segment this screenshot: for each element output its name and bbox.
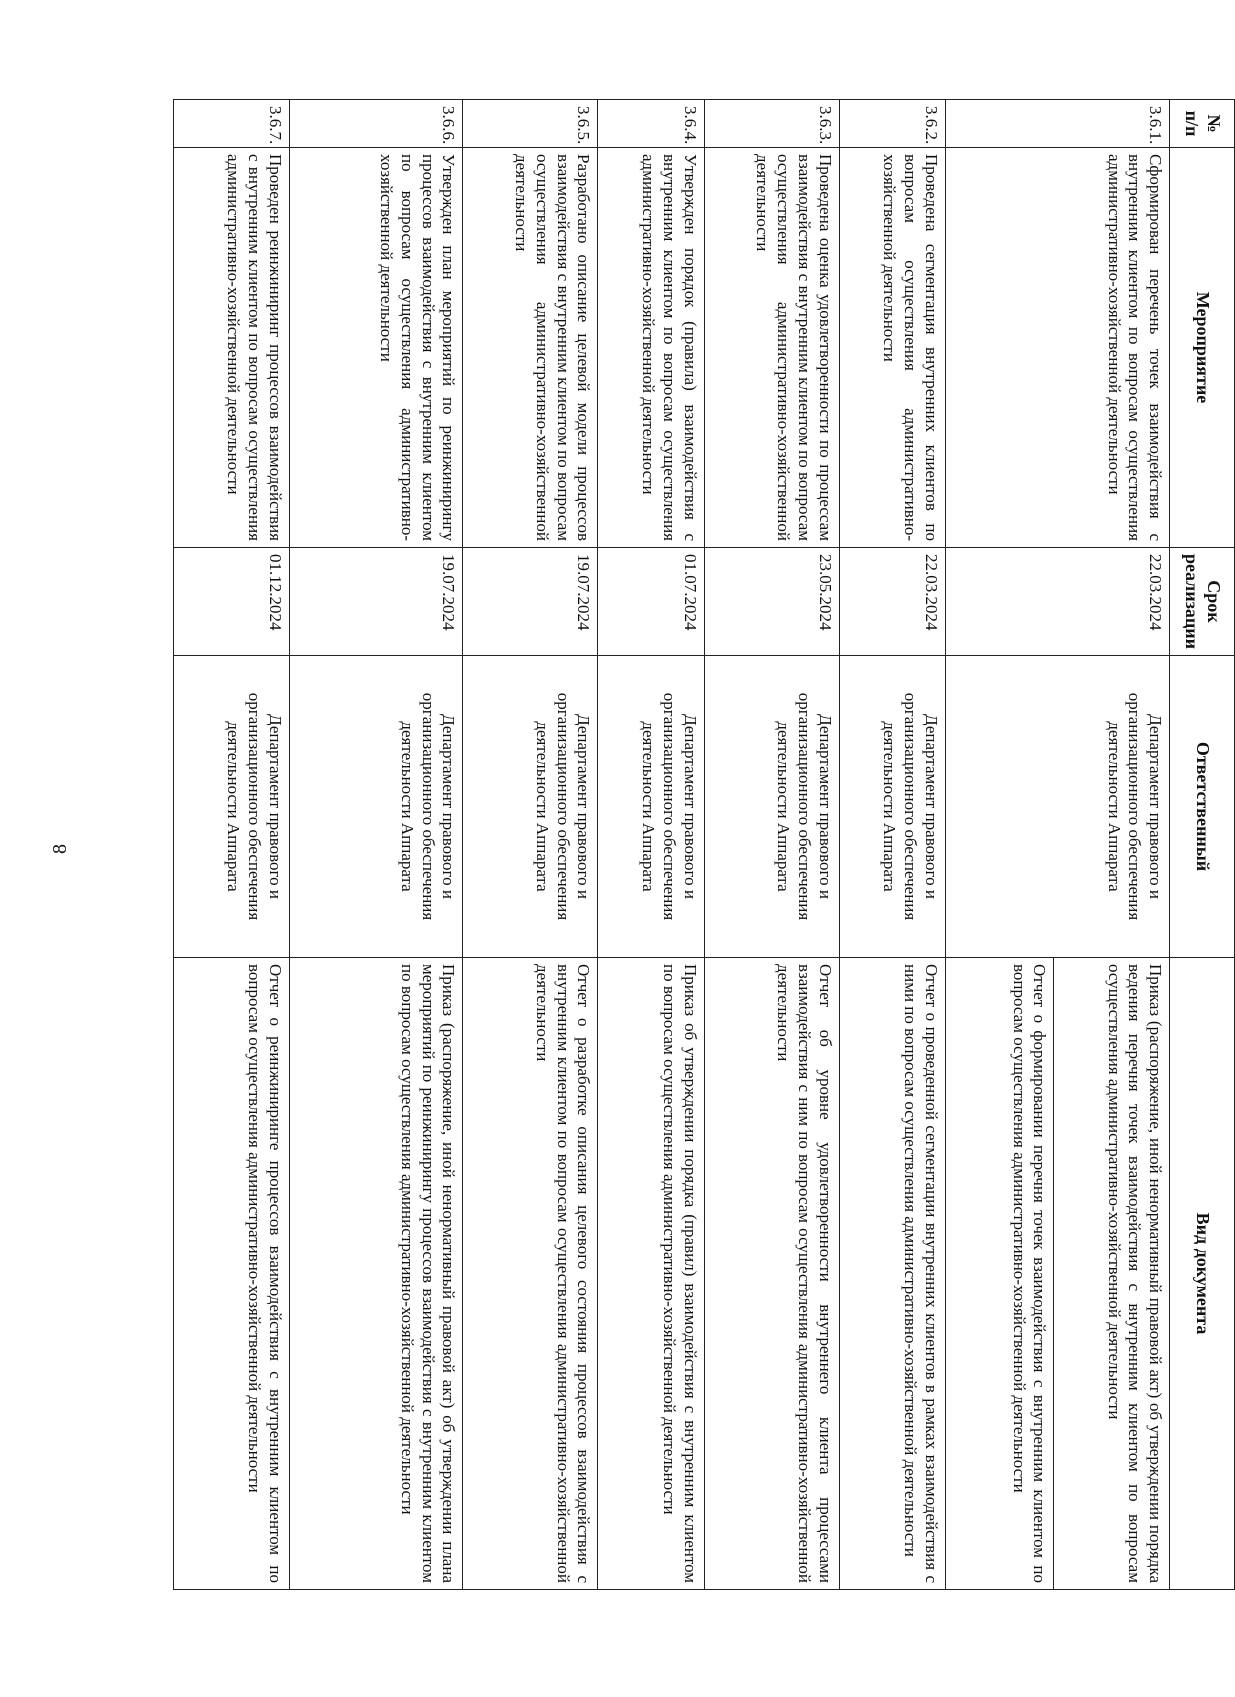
row-event: Утвержден порядок (правила) взаимодействия с внутренним клиентом по вопросам осуществления административно-хозяйственной деятельности <box>598 148 704 548</box>
row-number: 3.6.7. <box>174 100 290 148</box>
row-responsible: Департамент правового и организационного обеспечения деятельности Аппарата <box>704 656 839 958</box>
row-document: Приказ (распоряжение, иной ненормативный правовой акт) об утверждении плана мероприятий по реинжинирингу процессов взаимодействия с внутренним клиентом по вопросам осуществления административно-хозяйственной деятельности <box>289 958 463 1590</box>
header-num: № п/п <box>1170 100 1235 148</box>
header-date: Срок реализации <box>1170 548 1235 656</box>
table-container <box>173 99 1235 1589</box>
header-document: Вид документа <box>1170 958 1235 1590</box>
row-date: 23.05.2024 <box>704 548 839 656</box>
row-document: Приказ об утверждении порядка (правил) взаимодействия с внутренним клиентом по вопросам осуществления административно-хозяйственной деятельности <box>598 958 704 1590</box>
row-document: Отчет об уровне удовлетворенности внутреннего клиента процессами взаимодействия с ним по вопросам осуществления административно-хозяйственной деятельности <box>704 958 839 1590</box>
row-date: 22.03.2024 <box>839 548 945 656</box>
row-document: Отчет о разработке описания целевого состояния процессов взаимодействия с внутренним клиентом по вопросам осуществления административно-хозяйственной деятельности <box>463 958 598 1590</box>
table-row <box>463 100 598 1590</box>
header-event: Мероприятие <box>1170 148 1235 548</box>
table-row <box>598 100 704 1590</box>
row-event: Проведен реинжиниринг процессов взаимодействия с внутренним клиентом по вопросам осуществления административно-хозяйственной деятельности <box>174 148 290 548</box>
row-responsible: Департамент правового и организационного обеспечения деятельности Аппарата <box>945 656 1169 958</box>
row-event: Сформирован перечень точек взаимодействия с внутренним клиентом по вопросам осуществления административно-хозяйственной деятельности <box>945 148 1169 548</box>
row-date: 01.12.2024 <box>174 548 290 656</box>
table-row <box>174 100 290 1590</box>
table-row <box>289 100 463 1590</box>
row-number: 3.6.6. <box>289 100 463 148</box>
row-responsible: Департамент правового и организационного обеспечения деятельности Аппарата <box>463 656 598 958</box>
row-event: Утвержден план мероприятий по реинжинирингу процессов взаимодействия с внутренним клиентом по вопросам осуществления административно-хозяйственной деятельности <box>289 148 463 548</box>
row-number: 3.6.1. <box>945 100 1169 148</box>
table-row <box>839 100 945 1590</box>
row-date: 22.03.2024 <box>945 548 1169 656</box>
row-date: 19.07.2024 <box>463 548 598 656</box>
row-number: 3.6.4. <box>598 100 704 148</box>
table-row <box>704 100 839 1590</box>
row-responsible: Департамент правового и организационного обеспечения деятельности Аппарата <box>174 656 290 958</box>
row-number: 3.6.2. <box>839 100 945 148</box>
row-responsible: Департамент правового и организационного обеспечения деятельности Аппарата <box>598 656 704 958</box>
row-event: Проведена сегментация внутренних клиентов по вопросам осуществления административно-хозяйственной деятельности <box>839 148 945 548</box>
header-responsible: Ответственный <box>1170 656 1235 958</box>
table-header-row <box>1170 100 1235 1590</box>
row-event: Разработано описание целевой модели процессов взаимодействия с внутренним клиентом по вопросам осуществления административно-хозяйственной деятельности <box>463 148 598 548</box>
row-date: 01.07.2024 <box>598 548 704 656</box>
row-number: 3.6.3. <box>704 100 839 148</box>
row-document: Приказ (распоряжение, иной ненормативный правовой акт) об утверждении порядка ведения перечня точек взаимодействия с внутренним клиентом по вопросам осуществления административно-хозяйственной деятельности <box>1054 958 1170 1590</box>
row-document: Отчет о формировании перечня точек взаимодействия с внутренним клиентом по вопросам осуществления административно-хозяйственной деятельности <box>945 958 1054 1590</box>
table-row <box>1054 100 1170 1590</box>
row-date: 19.07.2024 <box>289 548 463 656</box>
row-event: Проведена оценка удовлетворенности по процессам взаимодействия с внутренним клиентом по вопросам осуществления административно-хозяйственной деятельности <box>704 148 839 548</box>
row-document: Отчет о реинжиниринге процессов взаимодействия с внутренним клиентом по вопросам осуществления административно-хозяйственной деятельности <box>174 958 290 1590</box>
row-responsible: Департамент правового и организационного обеспечения деятельности Аппарата <box>839 656 945 958</box>
row-responsible: Департамент правового и организационного обеспечения деятельности Аппарата <box>289 656 463 958</box>
row-number: 3.6.5. <box>463 100 598 148</box>
row-document: Отчет о проведенной сегментации внутренних клиентов в рамках взаимодействия с ними по вопросам осуществления административно-хозяйственной деятельности <box>839 958 945 1590</box>
measures-table <box>173 99 1235 1590</box>
page-number: 8 <box>49 844 71 854</box>
